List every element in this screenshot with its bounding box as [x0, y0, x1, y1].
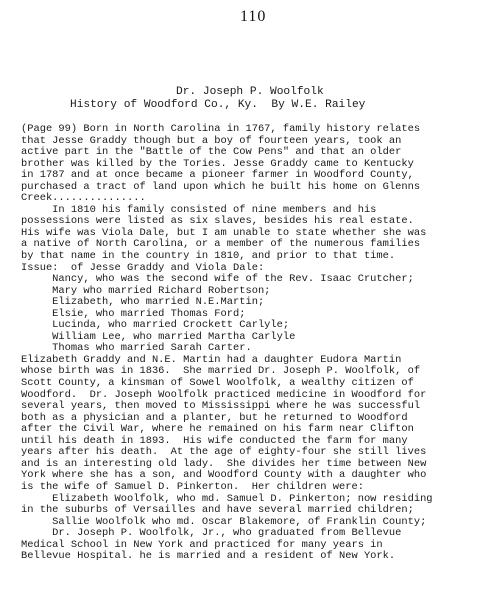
text-line: Issue: of Jesse Graddy and Viola Dale: [21, 261, 265, 274]
text-line: whose birth was in 1836. She married Dr. Joseph P. Woolfolk, of [21, 365, 421, 378]
text-line: active part in the "Battle of the Cow Pens" and that an older [21, 146, 402, 159]
text-line: Elizabeth Woolfolk, who md. Samuel D. Pinkerton; now residing [21, 492, 433, 505]
text-line: until his death in 1893. His wife conducted the farm for many [21, 434, 408, 447]
text-line: purchased a tract of land upon which he built his home on Glenns [21, 180, 421, 193]
text-line: William Lee, who married Martha Carlyle [21, 330, 296, 343]
text-line: Nancy, who was the second wife of the Rev. Isaac Crutcher; [21, 273, 414, 286]
text-line: Creek............... [21, 192, 146, 205]
text-line: Elsie, who married Thomas Ford; [21, 307, 246, 320]
text-line: Elizabeth Graddy and N.E. Martin had a daughter Eudora Martin [21, 353, 402, 366]
text-line: (Page 99) Born in North Carolina in 1767, family history relates [21, 123, 421, 135]
text-line: Elizabeth, who married N.E.Martin; [21, 296, 265, 309]
text-line: years after his death. At the age of eighty-four she still lives [21, 446, 427, 459]
text-line: Mary who married Richard Robertson; [21, 284, 271, 297]
text-line: In 1810 his family consisted of nine members and his [21, 203, 377, 216]
document-source: History of Woodford Co., Ky. By W.E. Railey [70, 99, 366, 111]
text-line: Dr. Joseph P. Woolfolk, Jr., who graduated from Bellevue [21, 527, 402, 540]
text-line: is the wife of Samuel D. Pinkerton. Her children were: [21, 480, 364, 493]
text-line: a native of North Carolina, or a member of the numerous families [21, 238, 421, 251]
text-line: in the suburbs of Versailles and have several married children; [21, 504, 414, 517]
text-line: Bellevue Hospital. he is married and a resident of New York. [21, 550, 396, 563]
document-body [21, 124, 491, 563]
document-title: Dr. Joseph P. Woolfolk [176, 86, 324, 98]
text-line: possessions were listed as six slaves, besides his real estate. [21, 215, 414, 228]
text-line: Thomas who married Sarah Carter. [21, 342, 252, 355]
text-line: brother was killed by the Tories. Jesse Graddy came to Kentucky [21, 157, 414, 170]
text-line: Scott County, a kinsman of Sowel Woolfolk, a wealthy citizen of [21, 377, 414, 390]
text-line: several years, then moved to Mississippi where he was successful [21, 400, 421, 413]
text-line: after the Civil War, where he remained on his farm near Clifton [21, 423, 414, 436]
text-line: both as a physician and a planter, but he returned to Woodford [21, 411, 408, 424]
text-line: in 1787 and at once became a pioneer farmer in Woodford County, [21, 169, 414, 182]
text-line: that Jesse Graddy though but a boy of fourteen years, took an [21, 134, 402, 147]
text-line: Medical School in New York and practiced for many years in [21, 538, 383, 551]
text-line: and is an interesting old lady. She divides her time between New [21, 457, 427, 470]
text-line: Sallie Woolfolk who md. Oscar Blakemore, of Franklin County; [21, 515, 427, 528]
text-line: by that name in the country in 1810, and prior to that time. [21, 250, 396, 263]
text-line: Woodford. Dr. Joseph Woolfolk practiced medicine in Woodford for [21, 388, 427, 401]
page-number: 110 [240, 8, 267, 25]
text-line: Lucinda, who married Crockett Carlyle; [21, 319, 290, 332]
text-line: York where she has a son, and Woodford County with a daughter who [21, 469, 427, 482]
text-line: His wife was Viola Dale, but I am unable to state whether she was [21, 226, 427, 239]
